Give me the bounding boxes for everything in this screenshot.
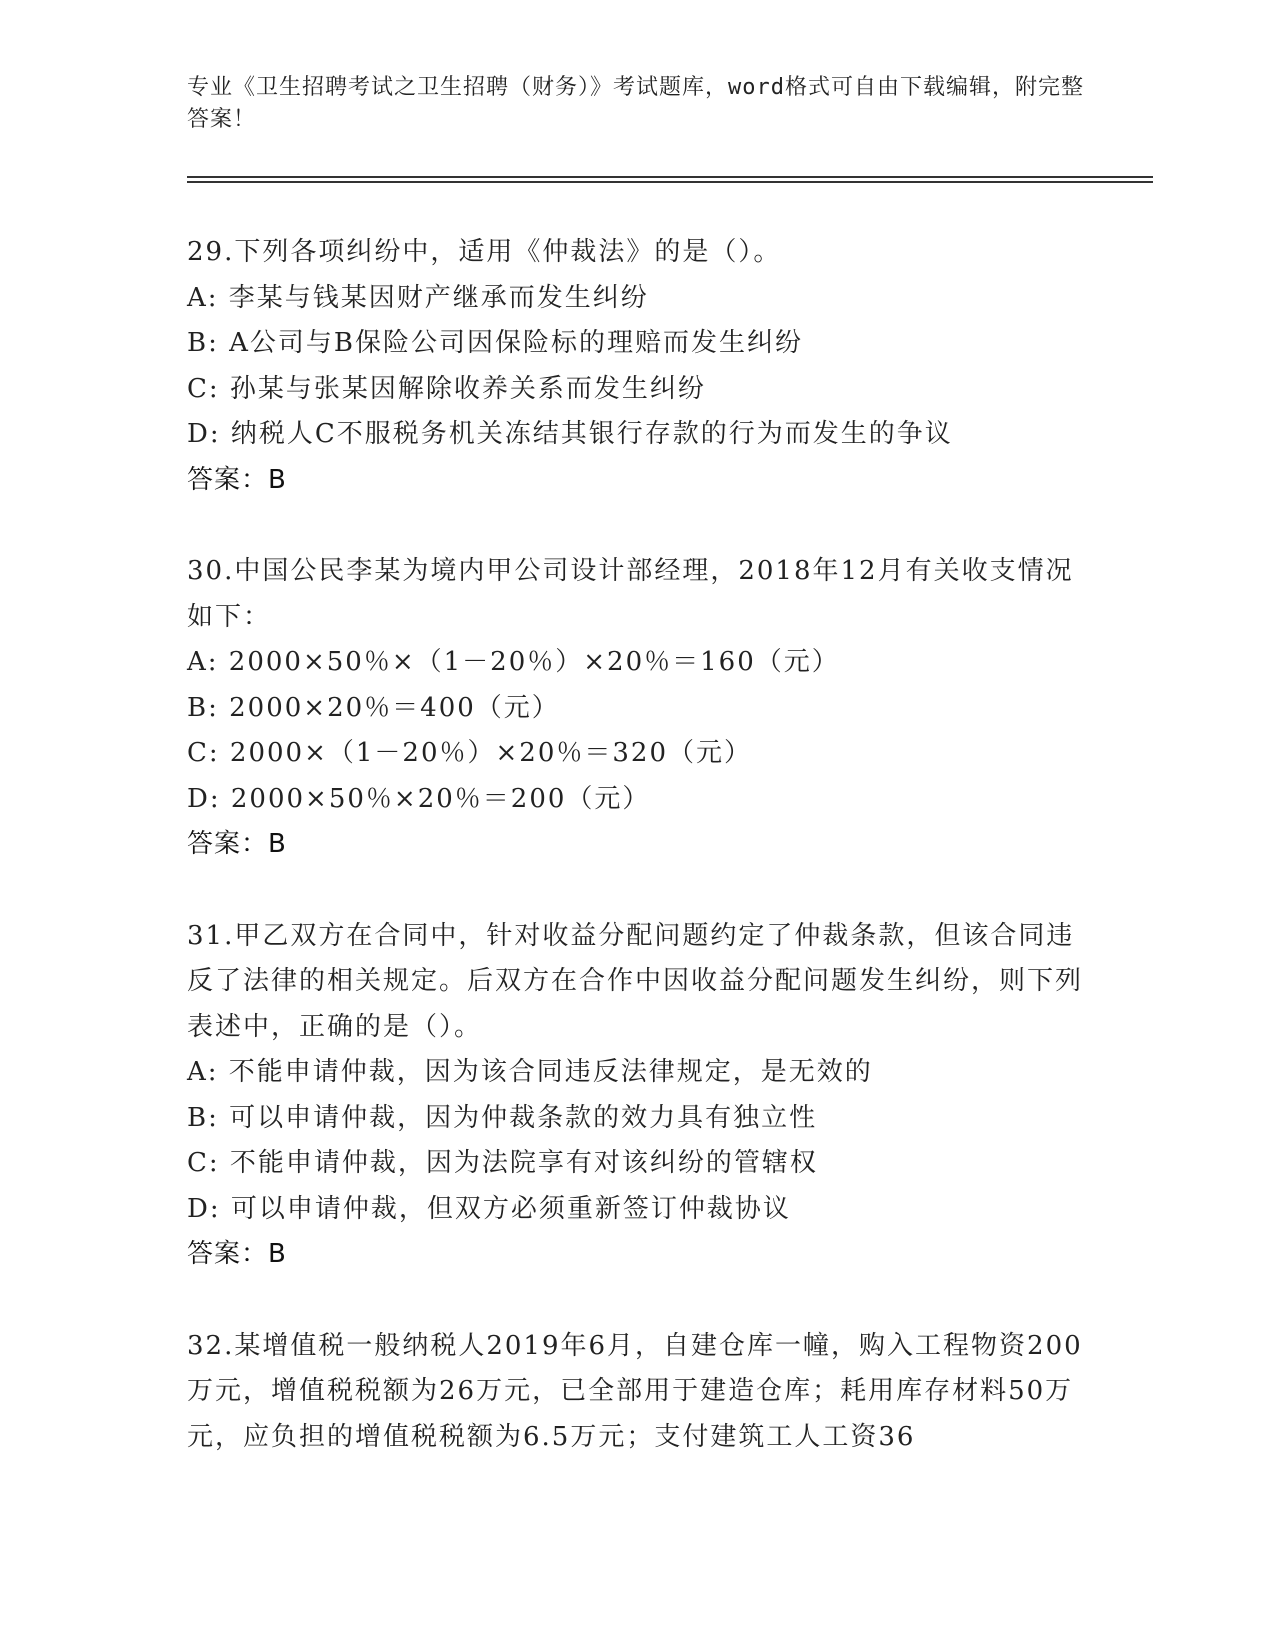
option-a: A: 2000×50％×（1－20％）×20％＝160（元）	[187, 647, 840, 677]
answer: 答案：B	[187, 464, 287, 495]
answer: 答案：B	[187, 829, 287, 859]
option-b: B: 2000×20％＝400（元）	[187, 692, 560, 723]
question-32	[187, 1324, 1087, 1461]
option-b: B: 可以申请仲裁，因为仲裁条款的效力具有独立性	[187, 1102, 818, 1133]
question-list	[187, 230, 1087, 1506]
question-30	[187, 549, 1087, 868]
option-b: B: A公司与B保险公司因保险标的理赔而发生纠纷	[187, 328, 804, 358]
question-stem: 31.甲乙双方在合同中，针对收益分配问题约定了仲裁条款，但该合同违反了法律的相关规定。后双方在合作中因收益分配问题发生纠纷，则下列表述中，正确的是（）。	[187, 920, 1084, 1042]
option-a: A: 李某与钱某因财产继承而发生纠纷	[187, 282, 649, 313]
question-stem: 32.某增值税一般纳税人2019年6月，自建仓库一幢，购入工程物资200万元，增值税税额为26万元，已全部用于建造仓库；耗用库存材料50万元，应负担的增值税税额为6.5万元；支付建筑工人工资36	[187, 1330, 1083, 1452]
answer: 答案：B	[187, 1239, 287, 1269]
header-divider-top	[187, 176, 1153, 178]
option-d: D: 可以申请仲裁，但双方必须重新签订仲裁协议	[187, 1193, 791, 1224]
option-c: C: 孙某与张某因解除收养关系而发生纠纷	[187, 373, 706, 404]
option-a: A: 不能申请仲裁，因为该合同违反法律规定，是无效的	[187, 1057, 873, 1087]
document-description: 专业《卫生招聘考试之卫生招聘（财务）》考试题库，word格式可自由下载编辑，附完整答案！	[187, 75, 1084, 132]
question-29	[187, 230, 1087, 503]
option-d: D: 纳税人C不服税务机关冻结其银行存款的行为而发生的争议	[187, 419, 953, 449]
option-c: C: 2000×（1－20％）×20％＝320（元）	[187, 738, 752, 768]
question-stem: 29.下列各项纠纷中，适用《仲裁法》的是（）。	[187, 237, 782, 267]
header-divider-bottom	[187, 181, 1153, 183]
question-stem: 30.中国公民李某为境内甲公司设计部经理，2018年12月有关收支情况如下：	[187, 556, 1074, 632]
option-d: D: 2000×50％×20％＝200（元）	[187, 783, 651, 814]
option-c: C: 不能申请仲裁，因为法院享有对该纠纷的管辖权	[187, 1148, 818, 1178]
question-31	[187, 914, 1087, 1278]
